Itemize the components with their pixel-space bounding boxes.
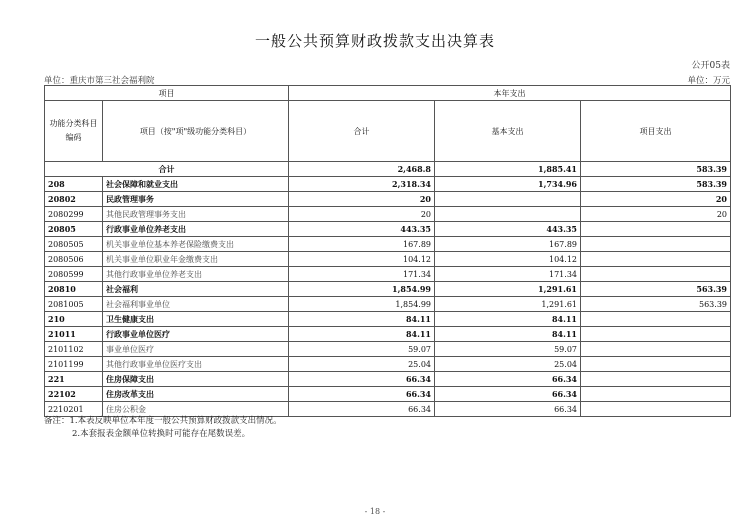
row-code: 210: [45, 312, 103, 327]
row-code: 2080505: [45, 237, 103, 252]
row-code: 2101102: [45, 342, 103, 357]
note-1: 备注：1.本表反映单位本年度一般公共预算财政拨款支出情况。: [44, 416, 282, 426]
row-code: 2080299: [45, 207, 103, 222]
table-row: [45, 192, 731, 207]
row-name: 其他行政事业单位医疗支出: [103, 357, 289, 372]
row-total: 20: [289, 207, 435, 222]
total-project: 583.39: [581, 162, 731, 177]
row-basic: [435, 192, 581, 207]
table-row: [45, 372, 731, 387]
total-basic: 1,885.41: [435, 162, 581, 177]
row-basic: 1,734.96: [435, 177, 581, 192]
row-basic: 1,291.61: [435, 297, 581, 312]
row-total: 1,854.99: [289, 297, 435, 312]
row-code: 22102: [45, 387, 103, 402]
row-name: 卫生健康支出: [103, 312, 289, 327]
row-code: 20802: [45, 192, 103, 207]
table-row: [45, 342, 731, 357]
row-name: 社会福利: [103, 282, 289, 297]
header-basic: 基本支出: [435, 101, 581, 162]
row-code: 21011: [45, 327, 103, 342]
row-name: 住房保障支出: [103, 372, 289, 387]
row-project: 563.39: [581, 297, 731, 312]
table-row: [45, 297, 731, 312]
row-total: 167.89: [289, 237, 435, 252]
row-name: 行政事业单位医疗: [103, 327, 289, 342]
row-name: 住房公积金: [103, 402, 289, 417]
row-project: [581, 222, 731, 237]
form-number: 公开05表: [691, 61, 730, 71]
row-project: [581, 327, 731, 342]
table-row: [45, 252, 731, 267]
row-project: 563.39: [581, 282, 731, 297]
row-code: 221: [45, 372, 103, 387]
row-code: 208: [45, 177, 103, 192]
row-name: 机关事业单位基本养老保险缴费支出: [103, 237, 289, 252]
row-code: 20810: [45, 282, 103, 297]
row-basic: 25.04: [435, 357, 581, 372]
row-total: 104.12: [289, 252, 435, 267]
row-code: 20805: [45, 222, 103, 237]
notes: [44, 415, 282, 441]
header-project: 项目: [45, 86, 289, 101]
row-total: 25.04: [289, 357, 435, 372]
row-name: 行政事业单位养老支出: [103, 222, 289, 237]
row-basic: 171.34: [435, 267, 581, 282]
row-name: 事业单位医疗: [103, 342, 289, 357]
header-row-1: [45, 86, 731, 101]
row-total: 66.34: [289, 387, 435, 402]
expenditure-table: [44, 85, 731, 417]
table-row: [45, 327, 731, 342]
note-2: 2.本套报表金额单位转换时可能存在尾数误差。: [72, 429, 251, 439]
header-row-2: [45, 101, 731, 162]
header-code: 功能分类科目编码: [45, 101, 103, 162]
page-number: - 18 -: [364, 507, 386, 516]
row-basic: 59.07: [435, 342, 581, 357]
row-project: 20: [581, 207, 731, 222]
row-project: [581, 252, 731, 267]
total-label: 合计: [45, 162, 289, 177]
row-code: 2081005: [45, 297, 103, 312]
row-basic: 66.34: [435, 402, 581, 417]
row-project: [581, 312, 731, 327]
row-name: 机关事业单位职业年金缴费支出: [103, 252, 289, 267]
total-row: [45, 162, 731, 177]
page-title: 一般公共预算财政拨款支出决算表: [254, 32, 495, 50]
row-project: [581, 342, 731, 357]
currency-unit: 单位：万元: [687, 76, 730, 86]
row-basic: 1,291.61: [435, 282, 581, 297]
table-row: [45, 312, 731, 327]
table-row: [45, 177, 731, 192]
header-current-year: 本年支出: [289, 86, 731, 101]
row-total: 443.35: [289, 222, 435, 237]
row-project: [581, 267, 731, 282]
table-row: [45, 387, 731, 402]
table-row: [45, 207, 731, 222]
row-code: 2080506: [45, 252, 103, 267]
row-name: 其他民政管理事务支出: [103, 207, 289, 222]
row-name: 社会保障和就业支出: [103, 177, 289, 192]
row-total: 59.07: [289, 342, 435, 357]
row-name: 其他行政事业单位养老支出: [103, 267, 289, 282]
row-basic: 443.35: [435, 222, 581, 237]
row-code: 2210201: [45, 402, 103, 417]
row-basic: 167.89: [435, 237, 581, 252]
table-row: [45, 357, 731, 372]
header-name: 项目（按"项"级功能分类科目）: [103, 101, 289, 162]
row-project: [581, 402, 731, 417]
row-basic: 84.11: [435, 312, 581, 327]
row-project: 20: [581, 192, 731, 207]
row-code: 2101199: [45, 357, 103, 372]
table-row: [45, 222, 731, 237]
table-row: [45, 282, 731, 297]
row-name: 社会福利事业单位: [103, 297, 289, 312]
row-total: 20: [289, 192, 435, 207]
row-basic: [435, 207, 581, 222]
header-project-expense: 项目支出: [581, 101, 731, 162]
row-basic: 104.12: [435, 252, 581, 267]
row-name: 民政管理事务: [103, 192, 289, 207]
row-total: 66.34: [289, 372, 435, 387]
row-project: [581, 237, 731, 252]
row-basic: 66.34: [435, 387, 581, 402]
header-total: 合计: [289, 101, 435, 162]
row-basic: 84.11: [435, 327, 581, 342]
row-project: [581, 387, 731, 402]
row-total: 84.11: [289, 312, 435, 327]
row-total: 1,854.99: [289, 282, 435, 297]
row-code: 2080599: [45, 267, 103, 282]
reporting-unit: 单位：重庆市第三社会福利院: [44, 76, 155, 86]
row-total: 84.11: [289, 327, 435, 342]
row-total: 2,318.34: [289, 177, 435, 192]
row-name: 住房改革支出: [103, 387, 289, 402]
row-project: [581, 357, 731, 372]
row-total: 66.34: [289, 402, 435, 417]
table-row: [45, 267, 731, 282]
row-project: 583.39: [581, 177, 731, 192]
total-amount: 2,468.8: [289, 162, 435, 177]
row-basic: 66.34: [435, 372, 581, 387]
row-project: [581, 372, 731, 387]
table-row: [45, 237, 731, 252]
row-total: 171.34: [289, 267, 435, 282]
